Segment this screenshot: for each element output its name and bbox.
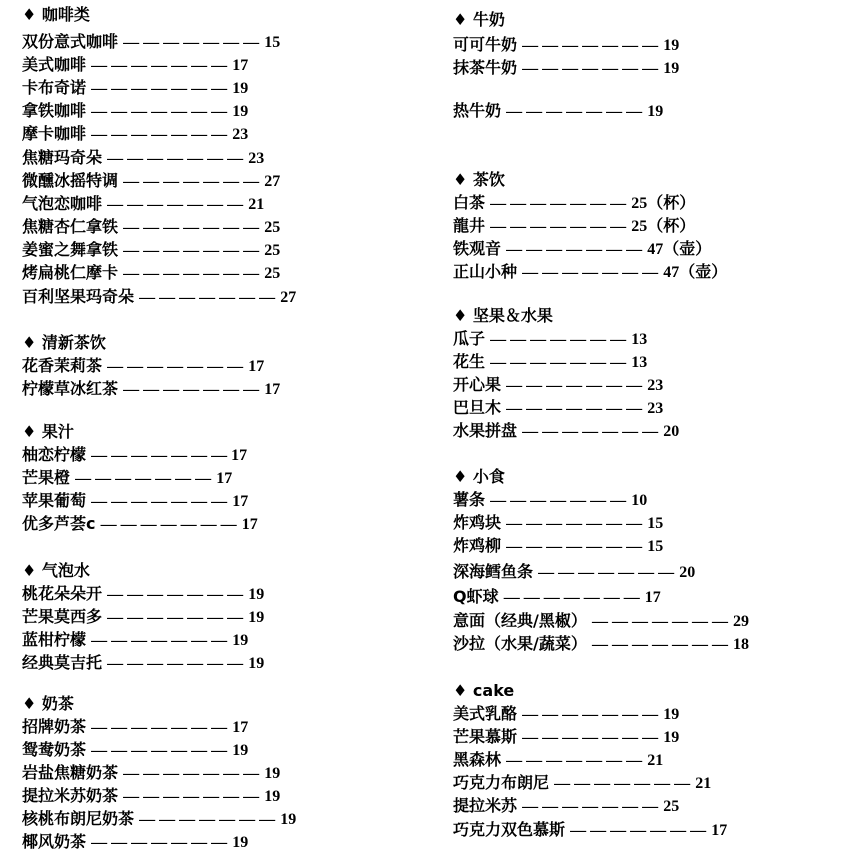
menu-item-name: 焦糖玛奇朵 [22,148,103,167]
menu-item-name: 芒果橙 [22,468,71,487]
menu-item [453,634,749,655]
menu-item-price: 19 [663,706,680,723]
menu-item-name: 岩盐焦糖奶茶 [22,763,119,782]
menu-item-dashes: — — — — — — — [123,381,260,398]
menu-item-name: 柚恋柠檬 [22,445,87,464]
menu-item-name: 经典莫吉托 [22,653,103,672]
menu-item-price: 23 [647,377,664,394]
menu-item-name: 焦糖杏仁拿铁 [22,217,119,236]
menu-item-price: 19 [647,103,664,120]
menu-item-name: 花香茉莉茶 [22,356,103,375]
menu-item-dashes: — — — — — — — [506,377,643,394]
menu-item-dashes: — — — — — — — [123,788,260,805]
menu-item [22,124,248,145]
menu-item [22,491,248,512]
menu-item [453,587,661,608]
menu-item-price: 17 [241,516,258,533]
menu-item-dashes: — — — — — — — [123,242,260,259]
menu-item-price: 17 [232,719,249,736]
menu-item-name: 水果拼盘 [453,421,518,440]
menu-item-name: 开心果 [453,375,502,394]
menu-item [453,329,647,350]
menu-item-price: 10 [631,492,648,509]
menu-item [453,796,679,817]
menu-item-name: 百利坚果玛奇朵 [22,287,135,306]
menu-item [453,536,663,557]
menu-item-dashes: — — — — — — — [91,57,228,74]
menu-item-dashes: — — — — — — — [522,60,659,77]
menu-item [453,239,711,260]
menu-item [453,490,647,511]
menu-item-dashes: — — — — — — — [123,34,260,51]
menu-item-dashes: — — — — — — — [123,219,260,236]
menu-item-name: 核桃布朗尼奶茶 [22,809,135,828]
menu-item-dashes: — — — — — — — [107,196,244,213]
menu-item-price: 17 [711,822,728,839]
menu-item-price: 23 [232,126,249,143]
menu-item-dashes: — — — — — — — [490,492,627,509]
category-heading: ♦ 清新茶饮 [22,333,106,352]
menu-item-name: 炸鸡柳 [453,536,502,555]
category-heading: ♦ 小食 [453,467,505,486]
menu-item-dashes: — — — — — — — [506,103,643,120]
menu-item-name: 柠檬草冰红茶 [22,379,119,398]
menu-item-dashes: — — — — — — — [490,195,627,212]
menu-item-dashes: — — — — — — — [91,493,228,510]
menu-item-dashes: — — — — — — — [107,150,244,167]
menu-item-price: 21 [248,196,265,213]
menu-item [22,717,248,738]
menu-item-price: 23 [647,400,664,417]
menu-item-name: 可可牛奶 [453,35,518,54]
menu-item-price: 13 [631,331,648,348]
menu-item [453,562,695,583]
menu-item [453,35,679,56]
menu-item [22,607,264,628]
menu-item-dashes: — — — — — — — [506,752,643,769]
menu-item-dashes: — — — — — — — [506,400,643,417]
menu-item-price: 19 [663,729,680,746]
menu-item-dashes: — — — — — — — [91,719,228,736]
menu-item-price: 15 [264,34,281,51]
menu-item-name: 意面（经典/黑椒） [453,611,587,630]
menu-item-name: 白茶 [453,193,486,212]
menu-item [22,194,264,215]
menu-item-dashes: — — — — — — — [75,470,212,487]
menu-item-price: 19 [232,103,249,120]
menu-item-name: 美式咖啡 [22,55,87,74]
menu-item-name: 巧克力双色慕斯 [453,820,566,839]
menu-item-price: 47（壶） [647,241,712,258]
menu-item-dashes: — — — — — — — [107,655,244,672]
menu-item-name: 椰风奶茶 [22,832,87,851]
menu-item [22,32,280,53]
menu-item-dashes: — — — — — — — [554,775,691,792]
menu-item-name: 芒果慕斯 [453,727,518,746]
menu-item-dashes: — — — — — — — [91,834,228,851]
menu-item-price: 17 [216,470,233,487]
menu-item [22,832,248,853]
menu-item-name: 薯条 [453,490,486,509]
menu-item-price: 17 [264,381,281,398]
menu-item-price: 25 [264,219,281,236]
menu-item-dashes: — — — — — — — [91,80,228,97]
menu-item [453,727,679,748]
menu-item-dashes: — — — — — — — [506,538,643,555]
menu-item [453,216,695,237]
menu-item-dashes: — — — — — — — [538,564,675,581]
menu-item-dashes: — — — — — — — [91,742,228,759]
menu-item [22,468,232,489]
menu-item-dashes: — — — — — — — [139,811,276,828]
menu-item-price: 19 [232,742,249,759]
menu-item-dashes: — — — — — — — [522,264,659,281]
menu-item-name: 提拉米苏奶茶 [22,786,119,805]
menu-item-dashes: — — — — — — — [91,103,228,120]
menu-item-price: 25 [264,242,281,259]
menu-item [22,287,296,308]
menu-item [453,513,663,534]
menu-item-price: 19 [248,586,265,603]
menu-item [22,809,296,830]
menu-item-name: 优多芦荟c [22,514,96,533]
menu-item-price: 19 [232,80,249,97]
menu-item-name: 卡布奇诺 [22,78,87,97]
menu-item [22,171,280,192]
category-heading: ♦ 牛奶 [453,10,505,29]
menu-item-price: 25 [264,265,281,282]
menu-item-name: 提拉米苏 [453,796,518,815]
menu-item [22,630,248,651]
menu-item-name: 芒果莫西多 [22,607,103,626]
menu-item-name: 正山小种 [453,262,518,281]
menu-item-dashes: — — — — — — — [107,358,244,375]
menu-item-name: 巧克力布朗尼 [453,773,550,792]
menu-item-name: 瓜子 [453,329,486,348]
menu-item [22,55,248,76]
menu-item-name: 苹果葡萄 [22,491,87,510]
menu-item-price: 17 [232,493,249,510]
menu-item [453,58,679,79]
menu-item-price: 18 [733,636,750,653]
menu-item-name: 桃花朵朵开 [22,584,103,603]
menu-item-dashes: — — — — — — — [522,37,659,54]
menu-item-price: 19 [248,609,265,626]
menu-item-dashes: — — — — — — — [123,173,260,190]
menu-item [22,379,280,400]
menu-item-dashes: — — — — — — — [100,516,237,533]
menu-item-name: 拿铁咖啡 [22,101,87,120]
menu-item-dashes: — — — — — — — [522,798,659,815]
menu-item-price: 19 [663,37,680,54]
menu-item [453,352,647,373]
menu-item-price: 20 [679,564,696,581]
menu-item-dashes: — — — — — — — [123,265,260,282]
menu-item [22,356,264,377]
category-heading: ♦ 奶茶 [22,694,74,713]
menu-item [22,740,248,761]
menu-item-name: 沙拉（水果/蔬菜） [453,634,587,653]
menu-item-dashes: — — — — — — — [522,729,659,746]
menu-item-price: 25（杯） [631,218,696,235]
menu-item-price: 21 [647,752,664,769]
menu-item-price: 19 [264,788,281,805]
menu-item-dashes: — — — — — — — [123,765,260,782]
menu-item [22,240,280,261]
menu-item [22,78,248,99]
menu-item-name: 热牛奶 [453,101,502,120]
menu-item-name: 蓝柑柠檬 [22,630,87,649]
category-heading: ♦ 坚果＆水果 [453,306,553,325]
menu-item [22,445,247,466]
menu-item-price: 25 [663,798,680,815]
menu-item-name: 龍井 [453,216,486,235]
menu-item-dashes: — — — — — — — [522,706,659,723]
menu-item-dashes: — — — — — — — [506,241,643,258]
menu-item-price: 19 [232,834,249,851]
menu-item-name: 双份意式咖啡 [22,32,119,51]
menu-item [453,820,727,841]
menu-item-dashes: — — — — — — — [591,613,728,630]
menu-item-name: 铁观音 [453,239,502,258]
menu-item-name: 招牌奶茶 [22,717,87,736]
menu-item [453,398,663,419]
menu-item-name: 巴旦木 [453,398,502,417]
menu-item-price: 15 [647,538,664,555]
menu-item-dashes: — — — — — — — [107,586,244,603]
menu-item-name: 深海鳕鱼条 [453,562,534,581]
menu-item [453,375,663,396]
menu-item-name: 烤扁桃仁摩卡 [22,263,119,282]
menu-item-price: 17 [231,447,248,464]
menu-item [22,101,248,122]
menu-item-dashes: — — — — — — — [490,331,627,348]
menu-item-dashes: — — — — — — — [570,822,707,839]
menu-item-name: 摩卡咖啡 [22,124,87,143]
menu-item [453,101,663,122]
menu-item-price: 47（壶） [663,264,728,281]
menu-item-dashes: — — — — — — — [91,632,228,649]
menu-item-name: 抹茶牛奶 [453,58,518,77]
menu-item-price: 15 [647,515,664,532]
menu-item-dashes: — — — — — — — [490,218,627,235]
menu-item-price: 19 [264,765,281,782]
menu-item-price: 19 [663,60,680,77]
menu-item-name: 姜蜜之舞拿铁 [22,240,119,259]
menu-item [22,584,264,605]
menu-item-price: 23 [248,150,265,167]
menu-item-dashes: — — — — — — — [506,515,643,532]
menu-item [22,217,280,238]
category-heading: ♦ 果汁 [22,422,74,441]
menu-item [22,148,264,169]
menu-item-dashes: — — — — — — — [522,423,659,440]
category-heading: ♦ 茶饮 [453,170,505,189]
menu-item-price: 19 [280,811,297,828]
menu-item-name: Q虾球 [453,587,499,606]
menu-item-dashes: — — — — — — — [139,289,276,306]
menu-item-price: 25（杯） [631,195,696,212]
menu-item-price: 17 [232,57,249,74]
menu-item-name: 微醺冰摇特调 [22,171,119,190]
menu-item-price: 13 [631,354,648,371]
menu-item [22,653,264,674]
menu-item-price: 29 [733,613,750,630]
menu-item-dashes: — — — — — — — [91,447,232,464]
menu-item-price: 17 [248,358,265,375]
menu-item-price: 19 [248,655,265,672]
menu-item-name: 炸鸡块 [453,513,502,532]
menu-item [22,786,280,807]
menu-item-name: 气泡恋咖啡 [22,194,103,213]
category-heading: ♦ 气泡水 [22,561,90,580]
menu-item-price: 19 [232,632,249,649]
menu-item [22,514,258,535]
menu-item [453,773,711,794]
menu-item-price: 20 [663,423,680,440]
category-heading: ♦ 咖啡类 [22,5,90,24]
menu-item-price: 27 [264,173,281,190]
menu-item [453,750,663,771]
menu-item [453,611,749,632]
menu-item-dashes: — — — — — — — [503,589,640,606]
menu-item [453,704,679,725]
menu-item [453,193,695,214]
category-heading: ♦ cake [453,681,515,700]
menu-item-name: 花生 [453,352,486,371]
menu-item-dashes: — — — — — — — [107,609,244,626]
menu-item-dashes: — — — — — — — [591,636,728,653]
menu-item-name: 美式乳酪 [453,704,518,723]
menu-item [22,263,280,284]
menu-item-price: 17 [644,589,661,606]
menu-item-price: 21 [695,775,712,792]
menu-item [453,421,679,442]
menu-item-name: 鸳鸯奶茶 [22,740,87,759]
menu-item [22,763,280,784]
menu-item-dashes: — — — — — — — [490,354,627,371]
menu-item-price: 27 [280,289,297,306]
menu-item-name: 黑森林 [453,750,502,769]
menu-item [453,262,727,283]
menu-item-dashes: — — — — — — — [91,126,228,143]
